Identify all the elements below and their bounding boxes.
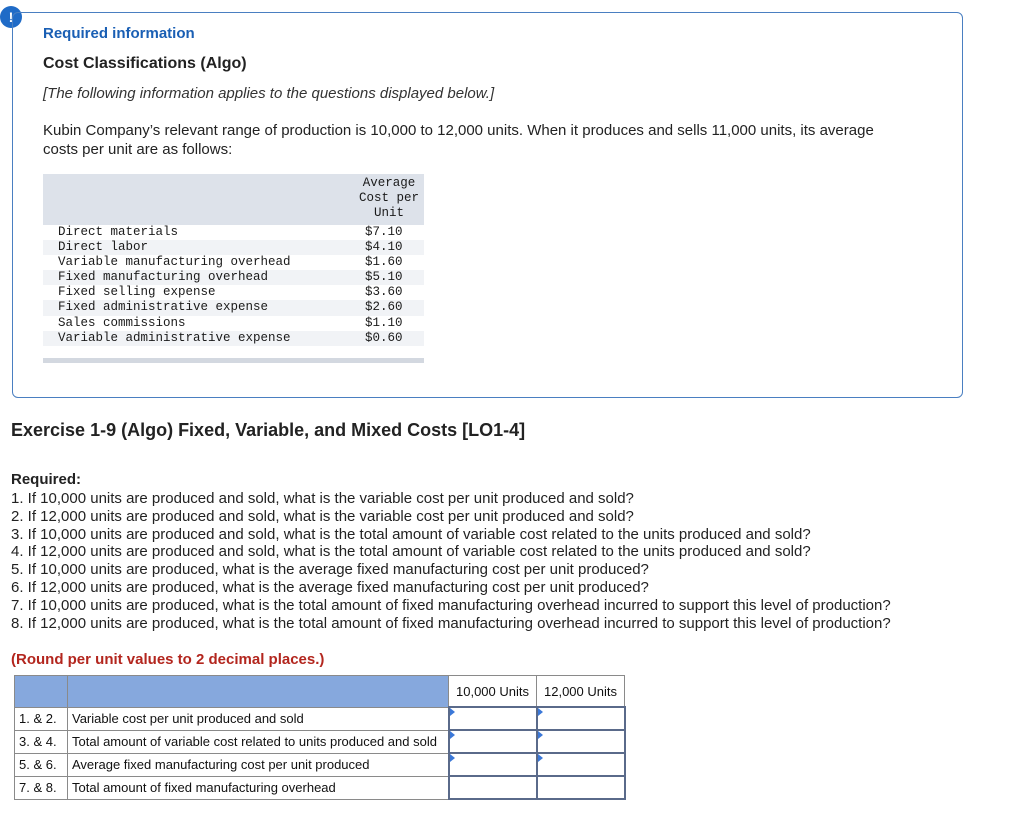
cost-table-footer xyxy=(43,346,424,358)
row-label: Variable cost per unit produced and sold xyxy=(68,707,449,730)
cost-label: Fixed administrative expense xyxy=(58,300,269,315)
table-row xyxy=(15,730,625,753)
exercise-title: Exercise 1-9 (Algo) Fixed, Variable, and Mixed Costs [LO1-4] xyxy=(11,420,526,440)
table-row xyxy=(15,776,625,799)
answer-input-12000-total-fixed[interactable] xyxy=(538,778,624,797)
table-row xyxy=(43,270,424,285)
answer-input-12000-total-var[interactable] xyxy=(538,732,624,751)
rounding-instruction: (Round per unit values to 2 decimal places.) xyxy=(11,651,325,668)
answer-input-10000-var-per-unit[interactable] xyxy=(450,709,536,728)
list-item: 6. If 12,000 units are produced, what is the average fixed manufacturing cost per unit produced? xyxy=(11,578,649,596)
answer-table-header xyxy=(15,676,625,708)
cost-label: Direct labor xyxy=(58,240,149,255)
answer-input-10000-avg-fixed[interactable] xyxy=(450,755,536,774)
row-label: Total amount of variable cost related to units produced and sold xyxy=(68,730,449,753)
row-number: 1. & 2. xyxy=(15,707,68,730)
alert-icon: ! xyxy=(0,6,22,28)
answer-cell-12000[interactable] xyxy=(537,707,625,730)
answer-input-12000-avg-fixed[interactable] xyxy=(538,755,624,774)
input-marker-icon xyxy=(450,708,455,716)
list-item: 2. If 12,000 units are produced and sold, what is the variable cost per unit produced and sold? xyxy=(11,507,634,525)
row-label: Average fixed manufacturing cost per unit produced xyxy=(68,753,449,776)
cost-column-header: Average Cost per Unit xyxy=(358,176,419,220)
required-info-heading: Required information xyxy=(43,25,195,42)
row-number: 3. & 4. xyxy=(15,730,68,753)
list-item: 5. If 10,000 units are produced, what is the average fixed manufacturing cost per unit produced? xyxy=(11,561,649,579)
column-header-12000-units: 12,000 Units xyxy=(537,676,625,708)
cost-table-divider xyxy=(43,358,424,363)
answer-cell-12000[interactable] xyxy=(537,730,625,753)
input-marker-icon xyxy=(538,708,543,716)
section-title: Cost Classifications (Algo) xyxy=(43,55,247,72)
info-note: [The following information applies to the questions displayed below.] xyxy=(43,85,495,102)
cost-value: $2.60 xyxy=(365,300,403,315)
header-blank-label xyxy=(68,676,449,708)
row-label: Total amount of fixed manufacturing overhead xyxy=(68,776,449,799)
cost-value: $1.60 xyxy=(365,255,403,270)
list-item: 1. If 10,000 units are produced and sold, what is the variable cost per unit produced and sold? xyxy=(11,490,634,507)
cost-table-body xyxy=(43,225,424,346)
list-item: 8. If 12,000 units are produced, what is the total amount of fixed manufacturing overhead incurred to support this level of production? xyxy=(11,614,891,632)
table-row xyxy=(43,331,424,346)
table-row xyxy=(43,225,424,240)
answer-input-12000-var-per-unit[interactable] xyxy=(538,709,624,728)
cost-label: Variable manufacturing overhead xyxy=(58,255,291,270)
table-row xyxy=(43,316,424,331)
cost-table-header xyxy=(43,174,424,225)
cost-value: $0.60 xyxy=(365,330,403,345)
answer-cell-10000[interactable] xyxy=(449,753,537,776)
average-cost-table xyxy=(43,174,424,363)
cost-label: Fixed selling expense xyxy=(58,285,216,300)
answer-input-10000-total-fixed[interactable] xyxy=(450,778,536,797)
answer-cell-12000[interactable] xyxy=(537,776,625,799)
answer-table xyxy=(14,675,626,800)
table-row xyxy=(15,753,625,776)
list-item: 7. If 10,000 units are produced, what is the total amount of fixed manufacturing overhead incurred to support this level of production? xyxy=(11,596,891,614)
answer-cell-10000[interactable] xyxy=(449,776,537,799)
input-marker-icon xyxy=(538,731,543,739)
cost-label: Direct materials xyxy=(58,225,179,239)
cost-value: $3.60 xyxy=(365,285,403,300)
answer-input-10000-total-var[interactable] xyxy=(450,732,536,751)
list-item: 4. If 12,000 units are produced and sold, what is the total amount of variable cost related to the units produced and sold? xyxy=(11,543,811,561)
answer-cell-10000[interactable] xyxy=(449,707,537,730)
table-row xyxy=(43,285,424,300)
input-marker-icon xyxy=(450,731,455,739)
row-number: 7. & 8. xyxy=(15,776,68,799)
cost-label: Sales commissions xyxy=(58,315,186,330)
answer-cell-12000[interactable] xyxy=(537,753,625,776)
cost-label: Variable administrative expense xyxy=(58,330,291,345)
header-blank-num xyxy=(15,676,68,708)
answer-cell-10000[interactable] xyxy=(449,730,537,753)
cost-value: $5.10 xyxy=(365,270,403,285)
cost-value: $1.10 xyxy=(365,315,403,330)
input-marker-icon xyxy=(538,754,543,762)
required-label: Required: xyxy=(11,471,82,488)
table-row xyxy=(15,707,625,730)
cost-value: $7.10 xyxy=(365,225,403,239)
intro-text: Kubin Company’s relevant range of production is 10,000 to 12,000 units. When it produces and sells 11,000 units, its average costs per unit are as follows: xyxy=(43,122,874,158)
input-marker-icon xyxy=(450,754,455,762)
question-list xyxy=(11,490,891,632)
cost-label: Fixed manufacturing overhead xyxy=(58,270,269,285)
table-row xyxy=(43,300,424,315)
cost-value: $4.10 xyxy=(365,240,403,255)
column-header-10000-units: 10,000 Units xyxy=(449,676,537,708)
row-number: 5. & 6. xyxy=(15,753,68,776)
table-row xyxy=(43,255,424,270)
table-row xyxy=(43,240,424,255)
list-item: 3. If 10,000 units are produced and sold, what is the total amount of variable cost related to the units produced and sold? xyxy=(11,525,811,543)
